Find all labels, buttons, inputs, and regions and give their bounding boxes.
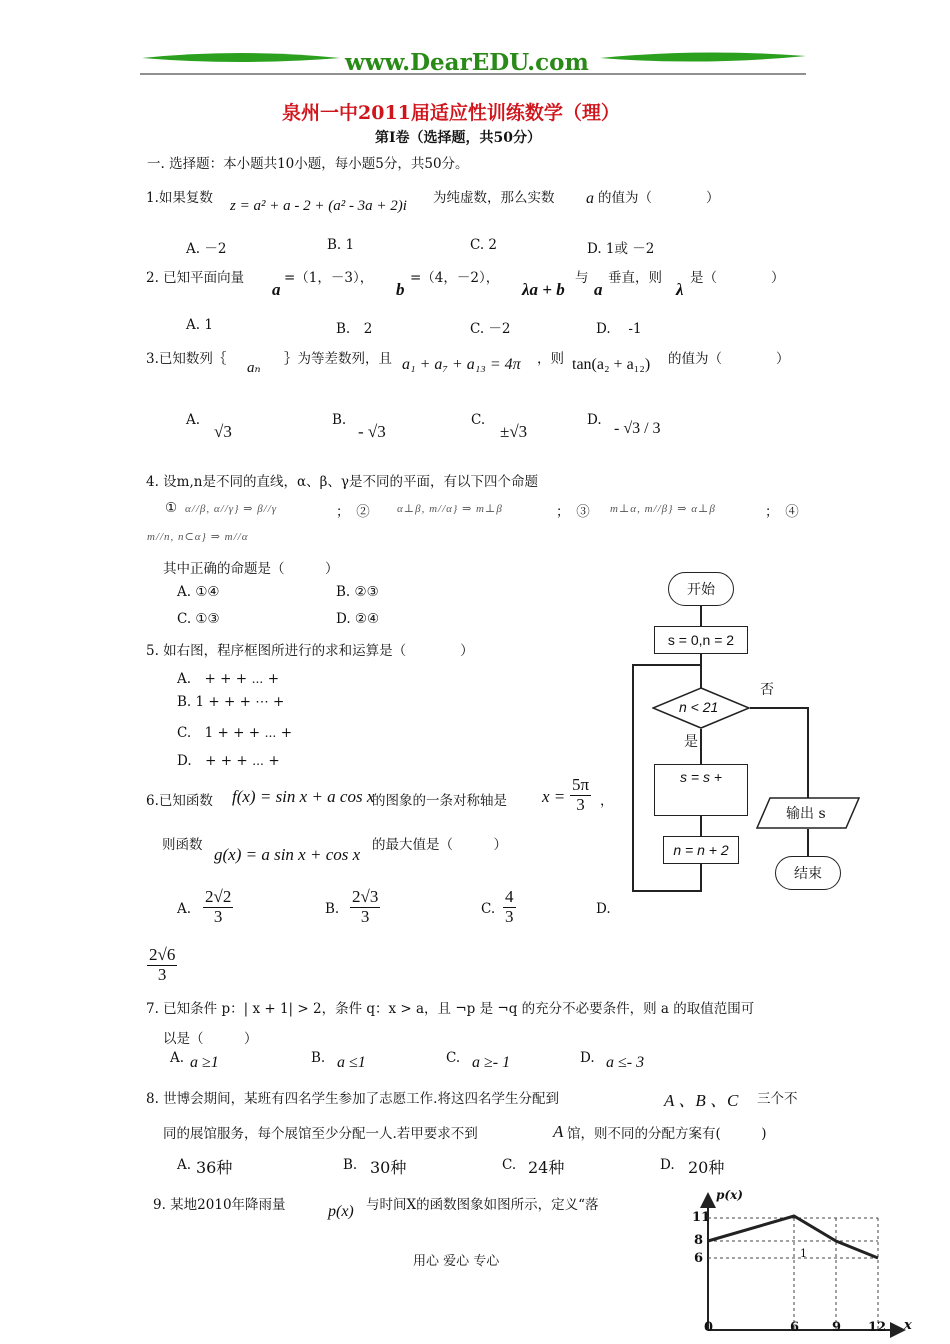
q5-option-c[interactable]: C. 1 + + + ⋯ + [177, 725, 293, 741]
q7-option-c[interactable]: C. [446, 1050, 461, 1066]
q3-expression-2: tan(a₂ + a₁₂) [572, 356, 651, 373]
q6-axis-fraction: $\frac{5\pi}{3}$ [572, 775, 590, 814]
q1-expression: z = a² + a - 2 + (a² - 3a + 2)i [230, 198, 407, 214]
graph-y-tick-8: 8 [694, 1233, 704, 1248]
q6-option-a[interactable]: A. [177, 901, 192, 917]
q5-option-a[interactable]: A. + + + ⋯ + [177, 671, 280, 687]
q7-option-a[interactable]: A. [170, 1050, 185, 1066]
q2-option-b[interactable]: B. 2 [336, 321, 373, 337]
q6-function-f: f(x) = sin x + a cos x [232, 787, 375, 806]
q7-option-b[interactable]: B. [311, 1050, 326, 1066]
graph-y-tick-11: 11 [692, 1210, 711, 1225]
graph-x-tick-12: 12 [868, 1320, 887, 1335]
q4-option-a[interactable]: A. ①④ [177, 584, 220, 600]
graph-y-tick-6: 6 [694, 1251, 704, 1266]
section-title: 第Ⅰ卷（选择题，共50分） [375, 130, 542, 146]
q8-option-b[interactable]: B. [343, 1157, 358, 1173]
q1-option-b[interactable]: B. 1 [327, 237, 355, 253]
flowchart-end: 结束 [775, 856, 841, 890]
page-footer: 用心 爱心 专心 [413, 1254, 500, 1269]
q8-option-d[interactable]: D. [660, 1157, 675, 1173]
rainfall-graph-svg [680, 1186, 914, 1340]
q3-option-d[interactable]: D. [587, 412, 602, 428]
q4-option-d[interactable]: D. ②④ [336, 611, 380, 627]
q3-option-c[interactable]: C. [471, 412, 486, 428]
flowchart-start: 开始 [668, 572, 734, 606]
q6-option-d[interactable]: D. [596, 901, 611, 917]
q2-option-a[interactable]: A. 1 [186, 317, 213, 333]
flowchart-yes-label: 是 [684, 734, 698, 750]
flowchart-no-label: 否 [760, 682, 774, 698]
q2-option-c[interactable]: C. －2 [470, 321, 511, 337]
flowchart-output: 输出 s [786, 806, 826, 822]
q2-expression: λa + b [522, 280, 565, 299]
q3-option-b[interactable]: B. [332, 412, 347, 428]
q1-option-c[interactable]: C. 2 [470, 237, 498, 253]
q1-option-d[interactable]: D. 1或 －2 [587, 241, 655, 257]
q3-expression: a₁ + a₇ + a₁₃ = 4π [402, 356, 521, 373]
q5-option-d[interactable]: D. + + + ⋯ + [177, 753, 280, 769]
flowchart-body: s = s + [654, 764, 748, 816]
q5-option-b[interactable]: B. 1 + + + ⋯ + [177, 694, 285, 710]
q8-option-a[interactable]: A. [177, 1157, 192, 1173]
q6-option-c[interactable]: C. [481, 901, 496, 917]
q8-option-c[interactable]: C. [502, 1157, 517, 1173]
q4-option-c[interactable]: C. ①③ [177, 611, 220, 627]
q6-function-g: g(x) = a sin x + cos x [214, 845, 361, 864]
flowchart-init: s = 0,n = 2 [654, 626, 748, 654]
q2-option-d[interactable]: D. -1 [596, 321, 642, 337]
section-instructions: 一. 选择题：本小题共10小题，每小题5分，共50分。 [147, 156, 469, 172]
q4-option-b[interactable]: B. ②③ [336, 584, 379, 600]
flowchart-condition: n < 21 [679, 699, 719, 715]
graph-x-tick-6: 6 [790, 1320, 800, 1335]
q7-option-d[interactable]: D. [580, 1050, 595, 1066]
flowchart-increment: n = n + 2 [663, 836, 739, 864]
site-name: www.DearEDU.com [345, 49, 589, 76]
graph-x-tick-0: 0 [704, 1320, 714, 1335]
q3-option-a[interactable]: A. [186, 412, 201, 428]
graph-y-label: p(x) [716, 1188, 743, 1202]
graph-mark: 1 [800, 1247, 807, 1260]
q6-option-b[interactable]: B. [325, 901, 340, 917]
graph-x-label: x [904, 1318, 912, 1333]
q1-option-a[interactable]: A. －2 [186, 241, 227, 257]
page-title: 泉州一中2011届适应性训练数学（理） [282, 102, 620, 124]
graph-x-tick-9: 9 [832, 1320, 842, 1335]
